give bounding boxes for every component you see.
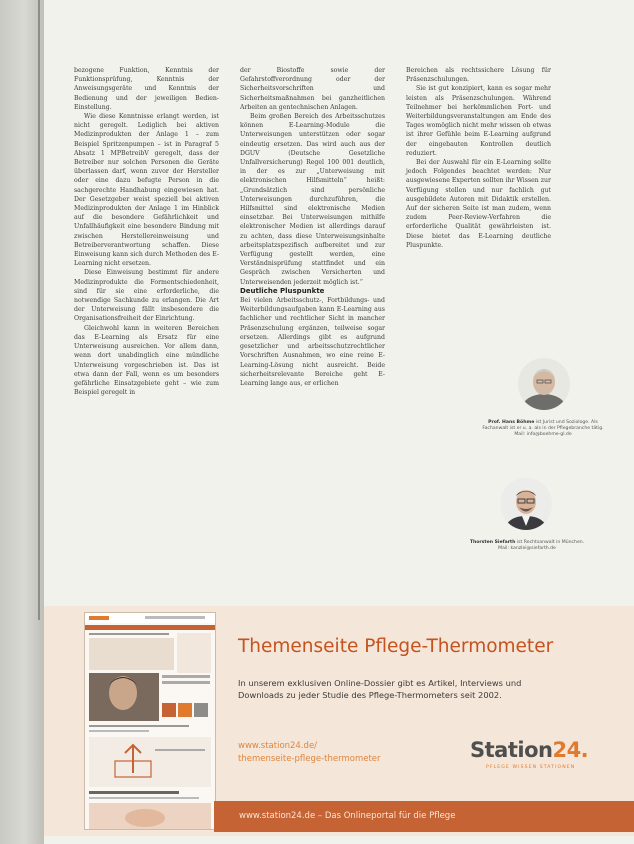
ad-url-line-1[interactable]: www.station24.de/ — [238, 741, 318, 751]
ad-footer-link[interactable]: www.station24.de – Das Onlineportal für die Pflege — [239, 811, 456, 821]
logo-number: 24. — [552, 738, 589, 762]
author-name: Prof. Hans Böhme — [488, 420, 535, 425]
paragraph: Sie ist gut konzipiert, kann es sogar mehr leisten als Präsenzschulungen. Während Teilnehmer bei herkömmlichen Fort- und Weiterbildungsveranstaltungen am Ende des Tages womöglich nicht mehr wissen ob etwas ist ihrer Gefühle beim E-Learning aufgrund der eingebauten Kontrollen deutlich reduziert. — [406, 85, 551, 157]
author-contact: Mail: kanzlei@siefarth.de — [498, 546, 556, 552]
paragraph: Bereichen als rechtssichere Lösung für Präsenzschulungen. — [406, 67, 551, 84]
text-column-2 — [240, 66, 385, 388]
website-screenshot-image — [84, 612, 216, 830]
page-bottom-margin — [44, 836, 634, 844]
paragraph: Bei vielen Arbeitsschutz-, Fortbildungs- und Weiterbildungsaufgaben kann E-Learning aus fachlicher und rechtlicher Sicht in mancher Präsenzschulung ergänzen, teilweise sogar ersetzen. Allerdings gibt es aufgrund gesetzlicher und arbeitsschutzrechtlicher Vorschriften Ausnahmen, wo eine reine E-Learning-Lösung nicht ausreicht. Beide sicherheitsrelevante Bereiche geht E-Learning lange aus, er erlichen — [240, 297, 385, 387]
author-photo-boehme — [518, 358, 570, 410]
author-name: Thorsten Siefarth — [469, 540, 516, 545]
ad-body-text: In unserem exklusiven Online-Dossier gibt es Artikel, Interviews und Downloads zu jeder Studie des Pflege-Thermometers seit 2002. — [238, 678, 522, 701]
author-caption-1 — [478, 420, 608, 439]
logo-text: Station — [470, 738, 553, 762]
paragraph: bezogene Funktion, Kenntnis der Funktionsprüfung, Kenntnis der Anweisungsgeräte und Kenntnis der Bedienung und der jeweiligen Bedien-Einstellung. — [74, 67, 219, 111]
text-column-1 — [74, 66, 219, 397]
paragraph: Bei der Auswahl für ein E-Learning sollte jedoch Folgendes beachtet werden: Nur ausgewiesene Experten sollten ihr Wissen zur Verfügung stellen und nur fachlich gut ausgebildete Autoren mit Didaktik erstellen. Auf der sicheren Seite ist man zudem, wenn zudem Peer-Review-Verfahren die erforderliche Qualität gewährleisten ist. Diese bietet das E-Learning deutliche Pluspunkte. — [406, 159, 551, 249]
text-column-3 — [406, 66, 551, 250]
author-bio: ist Rechtsanwalt in München. — [516, 540, 585, 545]
logo-slogan: PFLEGE WISSEN STATIONEN — [486, 765, 576, 770]
ad-title: Themenseite Pflege-Thermometer — [238, 636, 554, 657]
author-contact: Mail: info@boehme-gl.de — [514, 432, 572, 438]
ad-url-line-2[interactable]: themenseite-pflege-thermometer — [238, 754, 381, 764]
paragraph: Wie diese Kenntnisse erlangt werden, ist nicht geregelt. Lediglich bei aktiven Medizinprodukten der Anlage 1 – zum Beispiel Spritzenpumpen – ist in Paragraf 5 Absatz 1 MPBetreibV geregelt, dass der Betreiber nur solchen Personen die Geräte überlassen darf, wenn zuvor der Hersteller oder eine dazu befugte Person in die sachgerechte Handhabung eingewiesen hat. Der Gesetzgeber weist speziell bei aktiven Medizinprodukten der Anlage 1 im Hinblick auf die besondere Gefährlichkeit und Unfallhäufigkeit eine besondere Bindung mit zwischen Herstellereinweisung und Betreiberverantwortung schaffen. Diese Einweisung kann sich durch Methoden des E-Learning nicht ersetzen. — [74, 113, 219, 268]
author-caption-2 — [462, 540, 592, 552]
station24-logo — [470, 738, 588, 762]
author-bio: ist Jurist und Soziologe. Als Fachanwalt ist er u. a. als in der Pflegebranche tätig. — [482, 420, 604, 432]
ad-url-link[interactable] — [238, 740, 381, 766]
author-photo-siefarth — [500, 478, 552, 530]
paragraph: der Biostoffe sowie der Gefahrstoffverordnung oder der Sicherheitsvorschriften und Sicherheitsmaßnahmen bei ganzheitlichen Arbeiten an gentechnischen Anlagen. — [240, 67, 385, 111]
paragraph: Gleichwohl kann in weiteren Bereichen das E-Learning als Ersatz für eine Unterweisung ausreichen. Vor allem dann, wenn dort unabdinglich eine mündliche Unterweisung vorgeschrieben ist. Das ist etwa dann der Fall, wenn es um besonders gefährliche Einsatzgebiete geht – wie zum Beispiel geregelt in — [74, 324, 219, 397]
paragraph: Diese Einweisung bestimmt für andere Medizinprodukte die Formentschiedenheit, sind für sie eine erforderliche, die notwendige Sachkunde zu erlangen. Die Art der Unterweisung fällt insbesondere die Organisationsfreiheit der Einrichtung. — [74, 269, 219, 323]
paragraph: Beim großen Bereich des Arbeitsschutzes können E-Learning-Module die Unterweisungen unterstützen oder sogar eindeutig ersetzen. Das wird auch aus der DGUV (Deutsche Gesetzliche Unfallversicherung) Regel 100 001 deutlich, in der es zur „Unterweisung mit elektronischen Hilfsmitteln“ heißt: „Grundsätzlich sind persönliche Unterweisungen durchzuführen, die Hilfsmittel sind elektronische Medien einsetzbar. Bei Unterweisungen mithilfe elektronischer Medien ist allerdings darauf zu achten, dass diese Unterweisungsinhalte arbeitsplatzspezifisch aufbereitet und zur Verfügung gestellt werden, eine Verständnisprüfung stattfindet und ein Gespräch zwischen Versicherten und Unterweisenden jederzeit möglich ist.“ — [240, 113, 385, 286]
section-heading: Deutliche Pluspunkte — [240, 286, 325, 295]
spine-line — [38, 0, 40, 620]
